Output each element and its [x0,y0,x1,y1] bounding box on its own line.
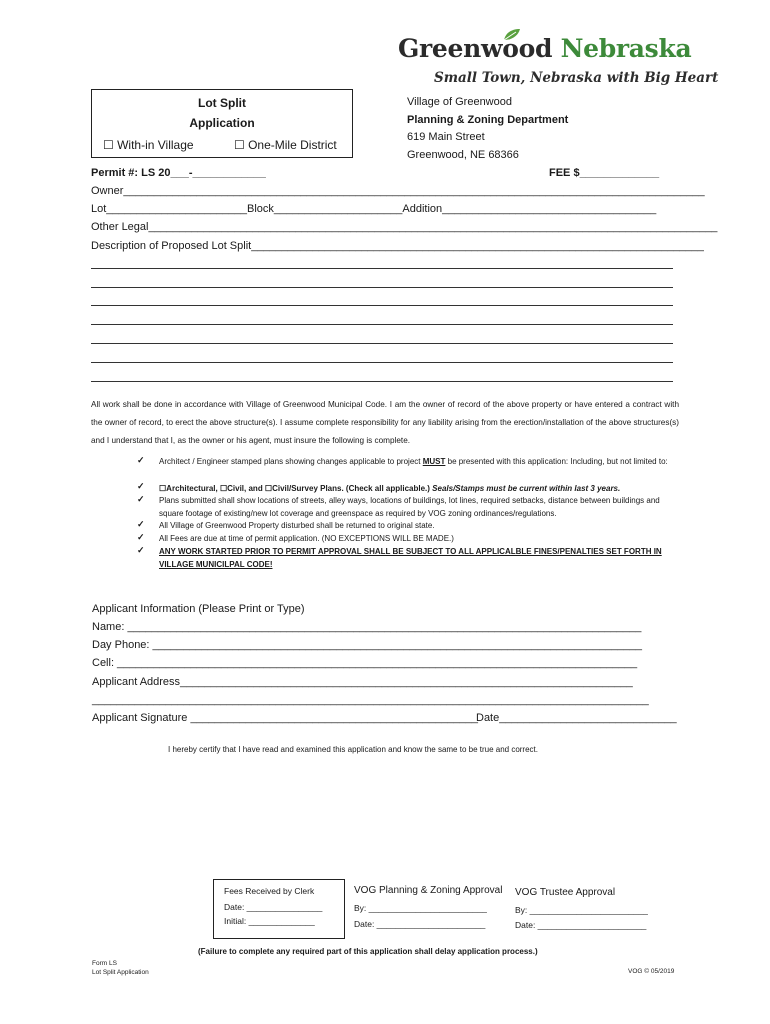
other-legal-field[interactable]: Other Legal_____________________________________________________________________________________________ [91,221,718,233]
owner-field[interactable]: Owner_______________________________________________________________________________________________ [91,185,705,197]
applicant-name-field[interactable]: Name: ____________________________________________________________________________________ [92,621,642,633]
trustee-approval-by-field[interactable]: By: _________________________ [515,905,648,915]
village-name: Village of Greenwood [407,96,512,108]
description-line[interactable] [91,287,673,288]
description-line[interactable] [91,381,673,382]
logo [398,30,719,90]
logo-wordmark [398,34,691,63]
description-line[interactable] [91,268,673,269]
checklist-item-plan-types[interactable]: ☐Architectural, ☐Civil, and ☐Civil/Survey Plans. (Check all applicable.) Seals/Stamps must be current within last 3 years. [159,484,621,493]
failure-note: (Failure to complete any required part of this application shall delay application process.) [198,947,538,956]
certification-statement: I hereby certify that I have read and examined this application and know the same to be true and correct. [168,745,538,754]
trustee-approval-date-field[interactable]: Date: _______________________ [515,920,647,930]
checklist-item-plan-locations: Plans submitted shall show locations of streets, alley ways, locations of buildings, lot lines, required setbacks, distance between buildings and square footage of existing/new lot coverage and greenspace as required by VOG zoning ordinances/regulations. [159,496,660,518]
city-state-zip: Greenwood, NE 68366 [407,149,519,161]
checkmark-icon: ✓ [137,519,145,529]
terms-paragraph: All work shall be done in accordance with Village of Greenwood Municipal Code. I am the owner of record of the above property or have entered a contract with the owner of record, to erect the above structure(s). I assume complete responsibility for any liability arising from the erection/installation of the above structures(s) and I understand that I, as the owner or his agent, must insure the following is complete. [91,400,679,445]
pz-approval-title: VOG Planning & Zoning Approval [354,885,503,896]
fees-date-field[interactable]: Date: ________________ [224,902,323,912]
lot-block-addition-field[interactable]: Lot_______________________Block_____________________Addition___________________________________ [91,203,657,215]
description-line[interactable] [91,362,673,363]
footer-form-id: Form LS [92,960,117,967]
checklist-item-stamped-plans: Architect / Engineer stamped plans showing changes applicable to project MUST be presented with this application: Including, but not limited to: [159,457,668,466]
pz-approval-by-field[interactable]: By: _________________________ [354,903,487,913]
description-line[interactable] [91,324,673,325]
title-box [91,89,353,158]
checklist-item-fees-due: All Fees are due at time of permit application. (NO EXCEPTIONS WILL BE MADE.) [159,534,454,543]
checklist-item-property-restored: All Village of Greenwood Property disturbed shall be returned to original state. [159,521,435,530]
applicant-address-line2[interactable]: ___________________________________________________________________________________________ [92,694,649,706]
checkmark-icon: ✓ [137,494,145,504]
logo-word-nebraska: Nebraska [560,34,692,63]
cell-phone-field[interactable]: Cell: _____________________________________________________________________________________ [92,657,638,669]
applicant-address-field[interactable]: Applicant Address__________________________________________________________________________ [92,676,633,688]
street-address: 619 Main Street [407,131,485,143]
checklist-item-penalty-warning: ANY WORK STARTED PRIOR TO PERMIT APPROVAL SHALL BE SUBJECT TO ALL APPLICALBLE FINES/PENALTIES SET FORTH IN VILLAGE MUNICILPAL CODE! [159,547,662,569]
fees-received-box [213,879,345,939]
trustee-approval-title: VOG Trustee Approval [515,887,616,898]
form-subtitle: Application [189,116,255,130]
pz-approval-date-field[interactable]: Date: _______________________ [354,919,486,929]
description-line[interactable] [91,343,673,344]
signature-date-field[interactable]: Date_____________________________ [476,712,677,724]
checkmark-icon: ✓ [137,532,145,542]
description-field[interactable]: Description of Proposed Lot Split__________________________________________________________________________ [91,240,704,252]
one-mile-district-checkbox[interactable]: ☐ One-Mile District [234,138,337,152]
checkmark-icon: ✓ [137,481,145,491]
fees-initial-field[interactable]: Initial: ______________ [224,916,315,926]
logo-tagline: Small Town, Nebraska with Big Heart [434,70,719,86]
footer-form-name: Lot Split Application [92,969,149,976]
description-line[interactable] [91,305,673,306]
permit-number-field[interactable]: Permit #: LS 20___-____________ [91,167,266,179]
footer-version: VOG © 05/2019 [628,968,675,975]
fee-field[interactable]: FEE $_____________ [549,167,660,179]
logo-word-greenwood: Greenwood [398,34,553,63]
checkmark-icon: ✓ [137,545,145,555]
applicant-info-heading: Applicant Information (Please Print or Type) [92,603,305,615]
fees-received-title: Fees Received by Clerk [224,886,315,896]
within-village-checkbox[interactable]: ☐ With-in Village [103,138,194,152]
day-phone-field[interactable]: Day Phone: ________________________________________________________________________________ [92,639,642,651]
department-name: Planning & Zoning Department [407,114,569,126]
checkmark-icon: ✓ [137,455,145,465]
applicant-signature-field[interactable]: Applicant Signature _______________________________________________ [92,712,478,724]
form-title: Lot Split [198,96,246,110]
